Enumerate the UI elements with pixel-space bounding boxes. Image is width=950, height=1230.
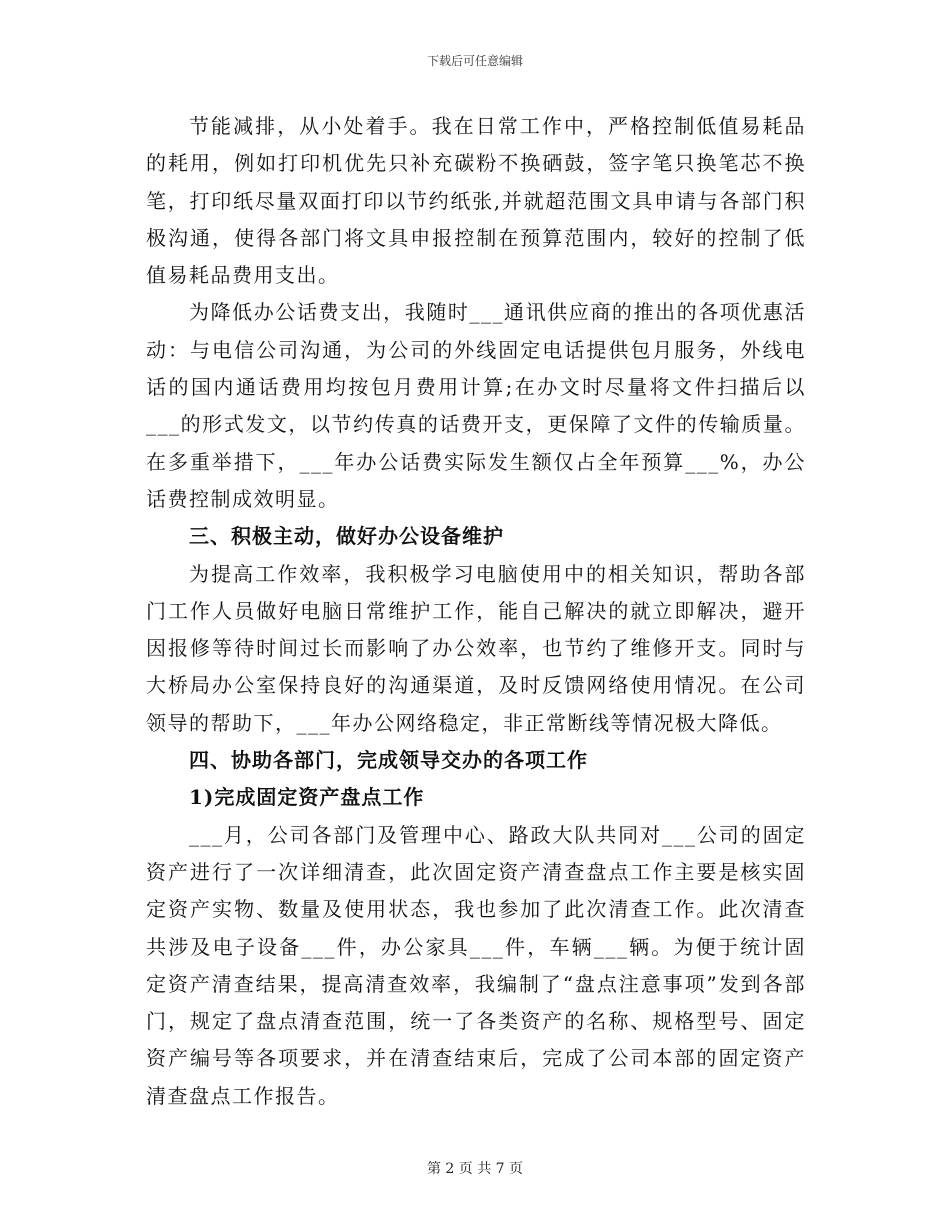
paragraph-phone-costs: 为降低办公话费支出，我随时___通讯供应商的推出的各项优惠活动：与电信公司沟通，为公司的外线固定电话提供包月服务，外线电话的国内通话费用均按包月费用计算;在办文时尽量将文件扫描后以___的形式发文，以节约传真的话费开支，更保障了文件的传输质量。在多重举措下，___年办公话费实际发生额仅占全年预算___%，办公话费控制成效明显。 [146,300,806,511]
section-heading-4: 四、协助各部门，完成领导交办的各项工作 [189,748,588,773]
paragraph-energy-saving: 节能减排，从小处着手。我在日常工作中，严格控制低值易耗品的耗用，例如打印机优先只补充碳粉不换硒鼓，签字笔只换笔芯不换笔，打印纸尽量双面打印以节约纸张,并就超范围文具申请与各部门积极沟通，使得各部门将文具申报控制在预算范围内，较好的控制了低值易耗品费用支出。 [146,114,806,288]
subsection-heading-4-1: 1)完成固定资产盘点工作 [189,785,425,810]
page-header-note: 下载后可任意编辑 [426,54,523,68]
page-number: 第 2 页 共 7 页 [426,1161,524,1177]
paragraph-asset-inventory: ___月，公司各部门及管理中心、路政大队共同对___公司的固定资产进行了一次详细清查，此次固定资产清查盘点工作主要是核实固定资产实物、数量及使用状态，我也参加了此次清查工作。此次清查共涉及电子设备___件，办公家具___件，车辆___辆。为便于统计固定资产清查结果，提高清查效率，我编制了“盘点注意事项”发到各部门，规定了盘点清查范围，统一了各类资产的名称、规格型号、固定资产编号等各项要求，并在清查结束后，完成了公司本部的固定资产清查盘点工作报告。 [146,822,806,1108]
section-heading-3: 三、积极主动，做好办公设备维护 [189,524,504,549]
paragraph-equipment-maintenance: 为提高工作效率，我积极学习电脑使用中的相关知识，帮助各部门工作人员做好电脑日常维护工作，能自己解决的就立即解决，避开因报修等待时间过长而影响了办公效率，也节约了维修开支。同时与大桥局办公室保持良好的沟通渠道，及时反馈网络使用情况。在公司领导的帮助下，___年办公网络稳定，非正常断线等情况极大降低。 [146,561,806,735]
document-body [146,108,806,1115]
